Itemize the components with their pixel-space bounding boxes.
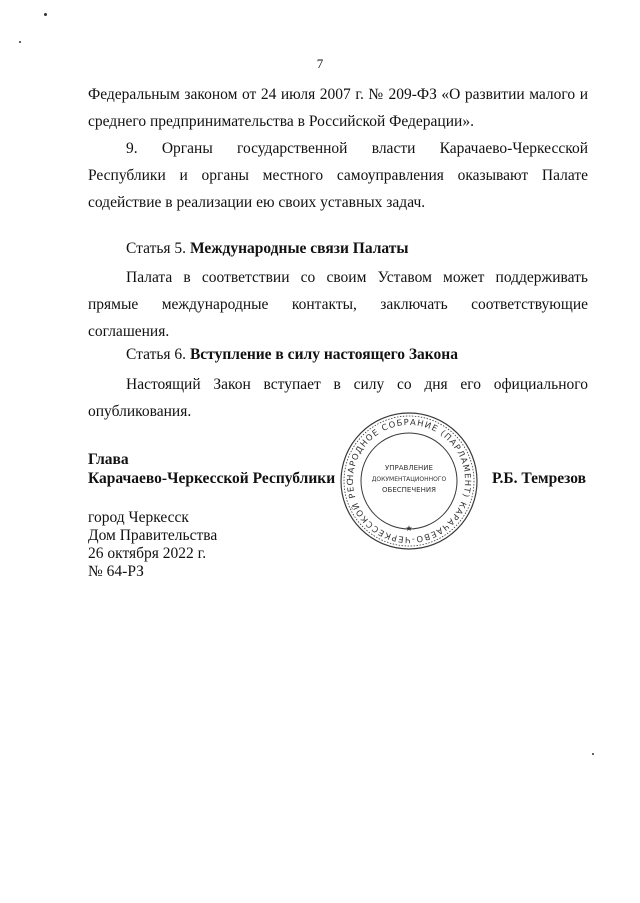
paragraph-continuation: Федеральным законом от 24 июля 2007 г. № 209-ФЗ «О развитии малого и среднего предпринимательства в Российской Федерации». [88,86,588,130]
seal-star-icon: ★ [405,524,413,533]
article-5-title: Международные связи Палаты [189,240,409,257]
scan-speck [44,13,47,16]
article-5-text: Палата в соответствии со своим Уставом может поддерживать прямые международные контакты, заключать соответствующие соглашения. [88,269,588,340]
seal-center-line2: ДОКУМЕНТАЦИОННОГО [371,476,447,483]
seal-graphic [338,410,480,552]
signatory-name: Р.Б. Темрезов [492,470,586,487]
scan-speck [19,41,21,43]
signatory-title-line2: Карачаево-Черкесской Республики [88,470,336,487]
document-number: № 64-РЗ [88,563,144,580]
paragraph-item-9: 9. Органы государственной власти Карачаево-Черкесской Республики и органы местного самоуправления оказывают Палате содействие в реализации ею своих уставных задач. [88,140,588,211]
official-seal [338,410,480,552]
scan-speck [592,753,594,755]
document-date: 26 октября 2022 г. [88,545,207,562]
place-building: Дом Правительства [88,527,218,544]
page-number: 7 [316,56,324,71]
seal-outer-text: НАРОДНОЕ СОБРАНИЕ (ПАРЛАМЕНТ) КАРАЧАЕВО-ЧЕРКЕССКОЙ РЕС [344,416,474,546]
article-5-heading [126,239,408,259]
seal-center-line3: ОБЕСПЕЧЕНИЯ [382,486,436,494]
article-6-prefix: Статья 6. [126,346,190,363]
article-6-text: Настоящий Закон вступает в силу со дня его официального опубликования. [88,376,588,420]
place-city: город Черкесск [88,509,189,526]
signatory-title-line1: Глава [88,451,129,468]
article-6-title: Вступление в силу настоящего Закона [189,346,458,363]
seal-center-line1: УПРАВЛЕНИЕ [385,464,433,472]
article-5-prefix: Статья 5. [126,240,190,257]
article-6-heading [126,345,458,365]
